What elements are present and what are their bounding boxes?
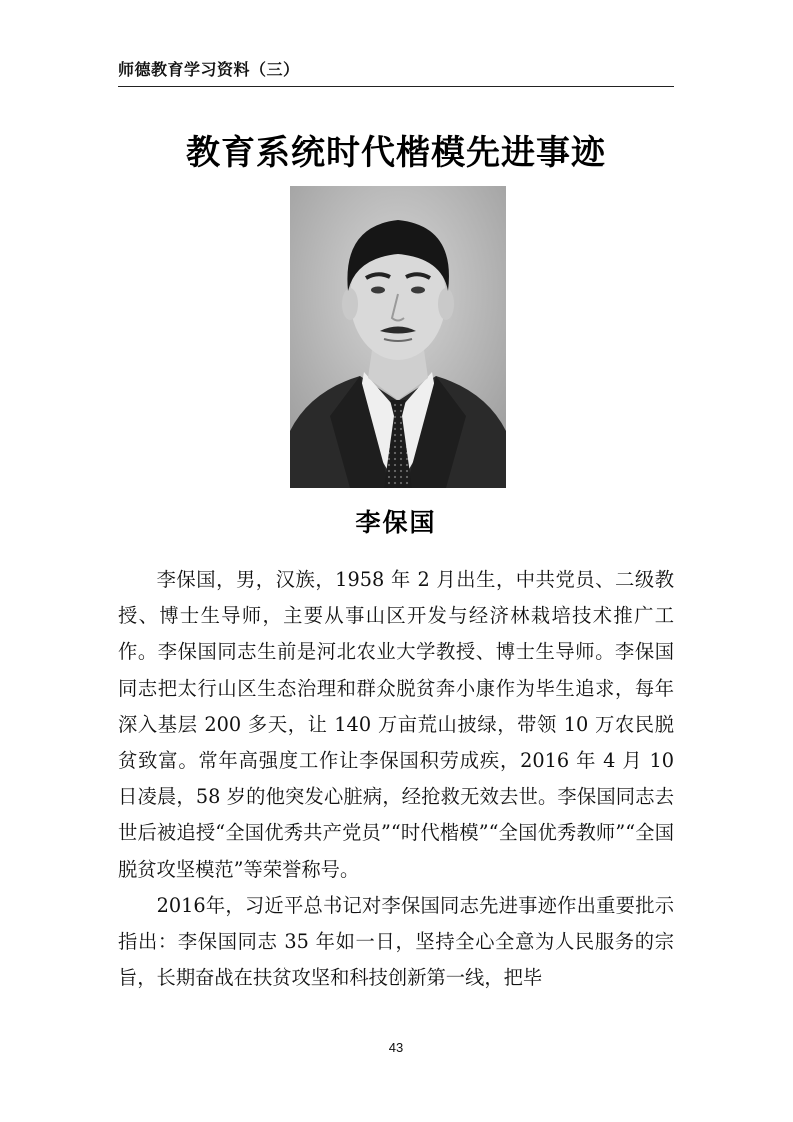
paragraph-2: 2016年，习近平总书记对李保国同志先进事迹作出重要批示指出：李保国同志 35 年如一日，坚持全心全意为人民服务的宗旨，长期奋战在扶贫攻坚和科技创新第一线，把毕 — [118, 893, 674, 990]
header-rule — [118, 86, 674, 87]
paragraph-1: 李保国，男，汉族，1958 年 2 月出生，中共党员、二级教授、博士生导师，主要从事山区开发与经济林栽培技术推广工作。李保国同志生前是河北农业大学教授、博士生导师。李保国同志把太行山区生态治理和群众脱贫奔小康作为毕生追求，每年深入基层 200 多天，让 140 万亩荒山披绿，带领 10 万农民脱贫致富。常年高强度工作让李保国积劳成疾，2016 年 4 月 10 日凌晨，58 岁的他突发心脏病，经抢救无效去世。李保国同志去世后被追授“全国优秀共产党员”“时代楷模”“全国优秀教师”“全国脱贫攻坚模范”等荣誉称号。 — [118, 568, 674, 881]
article-body — [118, 562, 674, 996]
page-number: 43 — [388, 1040, 404, 1055]
page-title: 教育系统时代楷模先进事迹 — [186, 133, 606, 173]
running-header: 师德教育学习资料（三） — [118, 60, 300, 79]
person-name: 李保国 — [355, 508, 437, 537]
portrait-photo — [290, 186, 506, 488]
